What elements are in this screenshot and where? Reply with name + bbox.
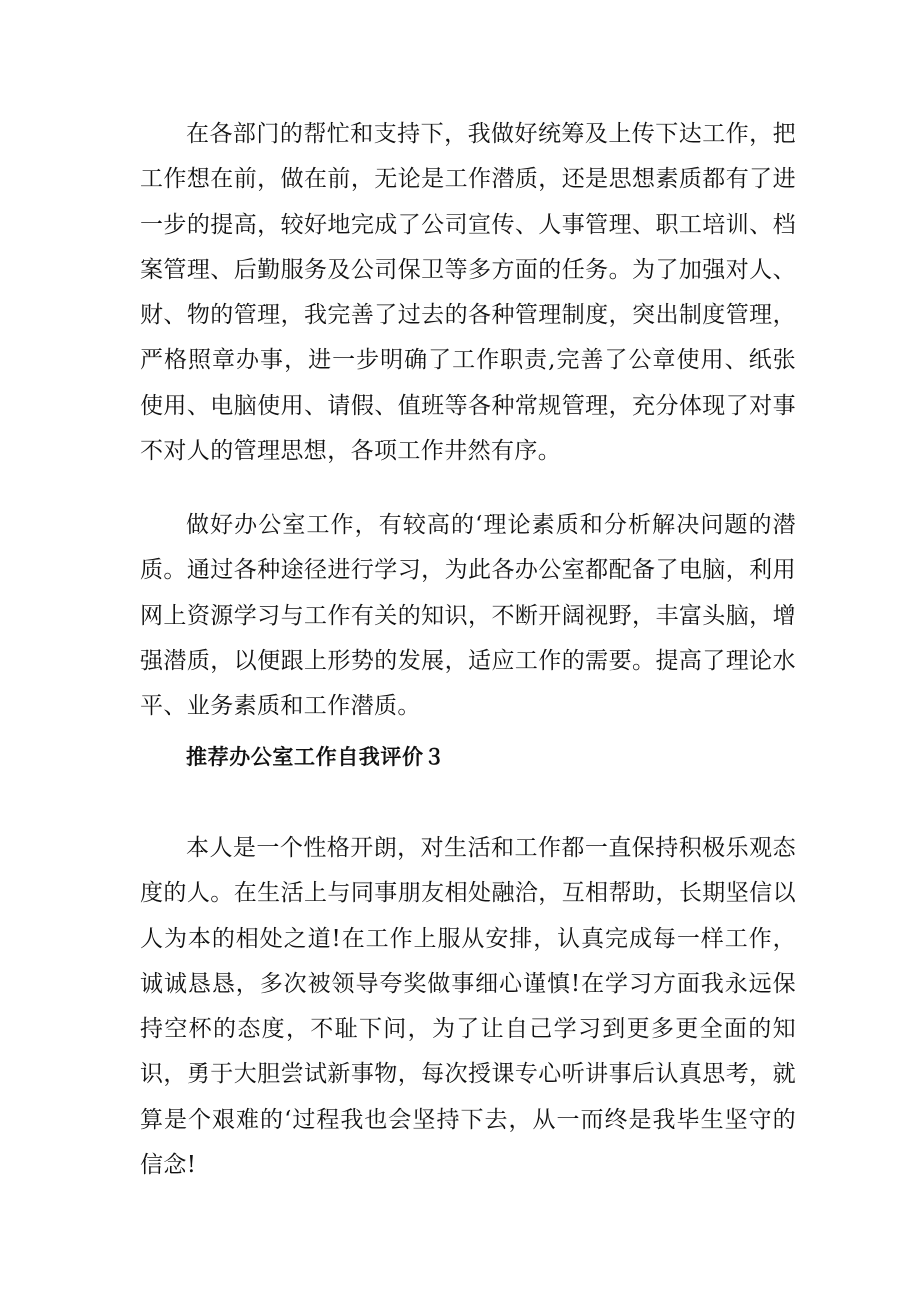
section-heading: 推荐办公室工作自我评价３: [186, 744, 446, 769]
paragraph-office-coordination: 在各部门的帮忙和支持下，我做好统筹及上传下达工作，把工作想在前，做在前，无论是工作潜质，还是思想素质都有了进一步的提高，较好地完成了公司宣传、人事管理、职工培训、档案管理、后勤服务及公司保卫等多方面的任务。为了加强对人、财、物的管理，我完善了过去的各种管理制度，突出制度管理，严格照章办事，进一步明确了工作职责,完善了公章使用、纸张使用、电脑使用、请假、值班等各种常规管理，充分体现了对事不对人的管理思想，各项工作井然有序。: [140, 121, 796, 465]
paragraph-study-improvement: 做好办公室工作，有较高的‘理论素质和分析解决问题的潜质。通过各种途径进行学习，为此各办公室都配备了电脑，利用网上资源学习与工作有关的知识，不断开阔视野，丰富头脑，增强潜质，以便跟上形势的发展，适应工作的需要。提高了理论水平、业务素质和工作潜质。: [140, 512, 796, 720]
paragraph-self-evaluation: 本人是一个性格开朗，对生活和工作都一直保持积极乐观态度的人。在生活上与同事朋友相处融洽，互相帮助，长期坚信以人为本的相处之道!在工作上服从安排，认真完成每一样工作，诚诚恳恳，多次被领导夸奖做事细心谨慎!在学习方面我永远保持空杯的态度，不耻下问，为了让自己学习到更多更全面的知识，勇于大胆尝试新事物，每次授课专心听讲事后认真思考，就算是个艰难的‘过程我也会坚持下去，从一而终是我毕生坚守的信念!: [140, 835, 796, 1179]
